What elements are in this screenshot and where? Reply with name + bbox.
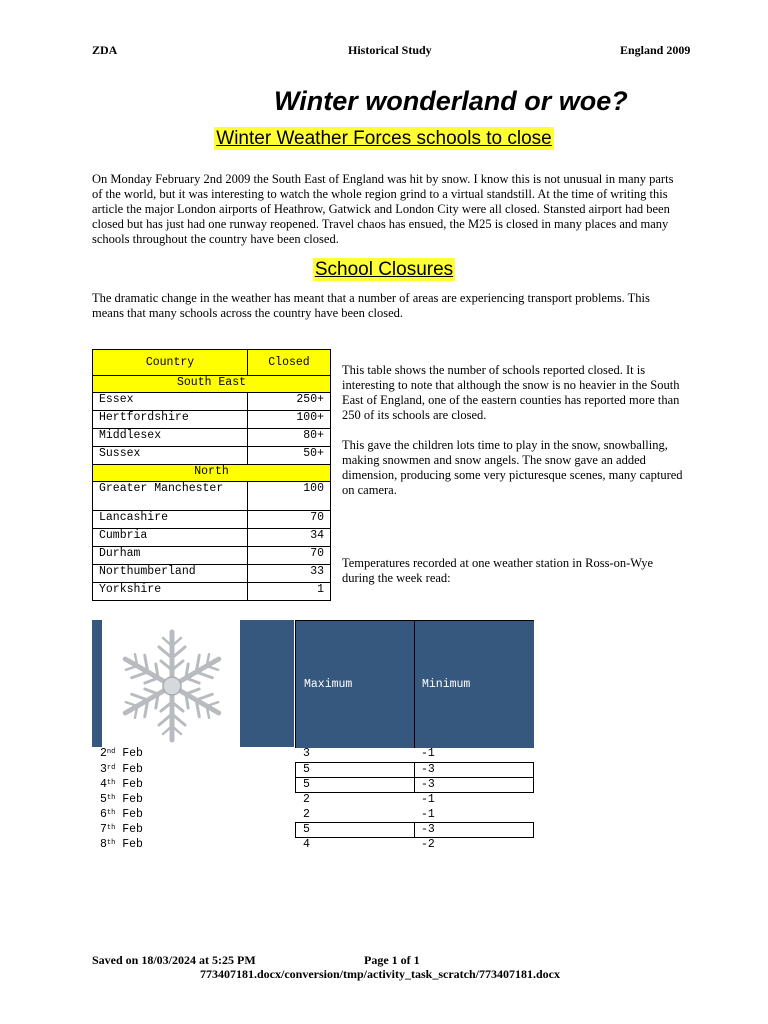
header-left-bar <box>92 620 102 747</box>
table-row <box>93 482 331 511</box>
closed-cell: 80+ <box>248 429 331 447</box>
snowflake-icon <box>102 620 240 747</box>
temp-row-min: -3 <box>421 823 435 836</box>
temp-row-max: 5 <box>303 823 310 836</box>
footer-saved: Saved on 18/03/2024 at 5:25 PM <box>92 953 256 967</box>
intro-paragraph: On Monday February 2nd 2009 the South East of England was hit by snow. I know this is not unusual in many parts of the world, but it was interesting to watch the whole region grind to a virtual standstill. At the time of writing this article the major London airports of Heathrow, Gatwick and London City were all closed. Stansted airport had been closed but has just had one runway reopened. Travel chaos has ensued, the M25 is closed in many places and many schools throughout the country have been closed. <box>92 172 674 246</box>
header-spacer <box>240 620 294 747</box>
temp-row-day: 5th Feb <box>100 793 143 806</box>
closed-cell: 33 <box>248 565 331 583</box>
footer-page: Page 1 of 1 <box>364 953 420 967</box>
county-cell: Middlesex <box>93 429 248 447</box>
temp-row-max: 5 <box>303 763 310 776</box>
closed-cell: 100 <box>248 482 331 511</box>
temp-row-day: 8th Feb <box>100 838 143 851</box>
min-header-cell <box>414 620 534 748</box>
temp-row-min: -3 <box>421 778 435 791</box>
snowflake-panel <box>102 620 240 747</box>
county-cell: Greater Manchester <box>93 482 248 511</box>
table-row <box>93 511 331 529</box>
region-south-east: South East <box>93 376 331 393</box>
footer-path: 773407181.docx/conversion/tmp/activity_task_scratch/773407181.docx <box>200 967 560 981</box>
column-header-country: Country <box>93 350 248 376</box>
temp-row-max: 2 <box>303 793 310 806</box>
max-header-cell <box>295 620 415 748</box>
temp-row-day: 7th Feb <box>100 823 143 836</box>
section-heading: School Closures <box>314 259 454 280</box>
subtitle: Winter Weather Forces schools to close <box>216 128 552 149</box>
table-row <box>93 429 331 447</box>
column-header-closed: Closed <box>248 350 331 376</box>
table-row <box>93 529 331 547</box>
temp-row-min: -1 <box>421 808 435 821</box>
page-title: Winter wonderland or woe? <box>274 86 628 116</box>
temp-row-day: 6th Feb <box>100 808 143 821</box>
closed-cell: 70 <box>248 547 331 565</box>
table-row <box>93 447 331 465</box>
column-header-minimum: Minimum <box>422 678 471 691</box>
region-row <box>93 465 331 482</box>
temp-row-day: 3rd Feb <box>100 763 143 776</box>
table-row <box>93 583 331 601</box>
closed-cell: 34 <box>248 529 331 547</box>
temp-row-day: 2nd Feb <box>100 747 143 760</box>
temp-row-min: -1 <box>421 747 435 760</box>
closed-cell: 250+ <box>248 393 331 411</box>
side-paragraph-2: This gave the children lots time to play in the snow, snowballing, making snowmen and snow angels. The snow gave an added dimension, producing some very picturesque scenes, many captured on camera. <box>342 438 683 497</box>
temp-row-max: 5 <box>303 778 310 791</box>
closed-cell: 70 <box>248 511 331 529</box>
closures-table-header <box>93 350 331 376</box>
table-row <box>93 565 331 583</box>
temp-row-day: 4th Feb <box>100 778 143 791</box>
temp-row-max: 3 <box>303 747 310 760</box>
temp-row-min: -2 <box>421 838 435 851</box>
county-cell: Durham <box>93 547 248 565</box>
county-cell: Yorkshire <box>93 583 248 601</box>
temp-row-min: -3 <box>421 763 435 776</box>
cell-border <box>295 777 415 793</box>
county-cell: Hertfordshire <box>93 411 248 429</box>
table-row <box>93 393 331 411</box>
closures-table <box>92 349 331 601</box>
header-right: England 2009 <box>620 43 691 57</box>
header-left: ZDA <box>92 43 118 57</box>
county-cell: Lancashire <box>93 511 248 529</box>
header-center: Historical Study <box>348 43 432 57</box>
side-paragraph-1: This table shows the number of schools reported closed. It is interesting to note that although the snow is no heavier in the South East of England, one of the eastern counties has reported more than 250 of its schools are closed. <box>342 363 680 422</box>
section-paragraph: The dramatic change in the weather has meant that a number of areas are experiencing transport problems. This means that many schools across the country have been closed. <box>92 291 650 320</box>
closed-cell: 50+ <box>248 447 331 465</box>
table-row <box>93 411 331 429</box>
county-cell: Cumbria <box>93 529 248 547</box>
county-cell: Essex <box>93 393 248 411</box>
temp-row-max: 2 <box>303 808 310 821</box>
closed-cell: 1 <box>248 583 331 601</box>
region-row <box>93 376 331 393</box>
temp-row-max: 4 <box>303 838 310 851</box>
cell-border <box>295 762 415 778</box>
cell-border <box>295 822 415 838</box>
table-row <box>93 547 331 565</box>
region-north: North <box>93 465 331 482</box>
column-header-maximum: Maximum <box>304 678 353 691</box>
closed-cell: 100+ <box>248 411 331 429</box>
temperature-intro: Temperatures recorded at one weather station in Ross-on-Wye during the week read: <box>342 556 654 585</box>
temp-row-min: -1 <box>421 793 435 806</box>
county-cell: Northumberland <box>93 565 248 583</box>
county-cell: Sussex <box>93 447 248 465</box>
